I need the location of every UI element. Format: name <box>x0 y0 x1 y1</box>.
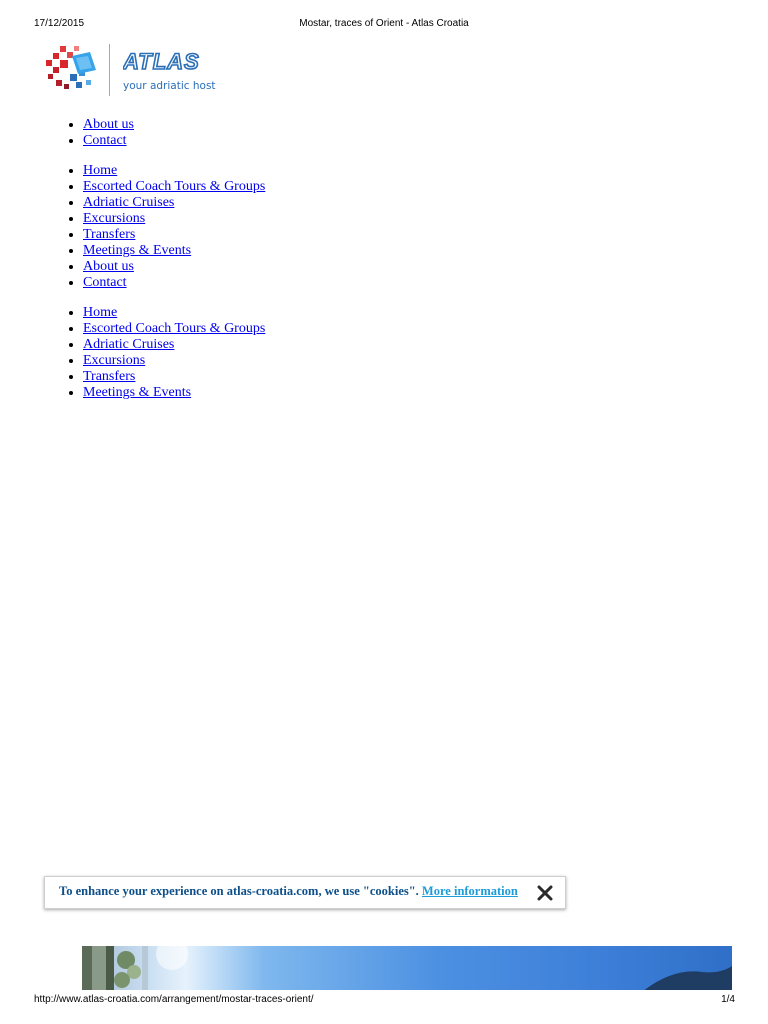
hero-image <box>82 946 732 990</box>
logo-wordmark-text: ATLAS <box>123 50 200 74</box>
secondary-nav-item <box>83 353 265 369</box>
nav-link-transfers[interactable]: Transfers <box>83 227 136 242</box>
atlas-logo[interactable] <box>44 44 224 98</box>
nav-link-transfers[interactable]: Transfers <box>83 369 136 384</box>
logo-mark-icon <box>44 44 100 94</box>
main-nav-item <box>83 259 265 275</box>
print-page-number: 1/4 <box>721 994 735 1005</box>
secondary-nav-item <box>83 337 265 353</box>
print-date: 17/12/2015 <box>34 18 85 29</box>
nav-link-home[interactable]: Home <box>83 305 118 320</box>
secondary-nav-item <box>83 385 265 401</box>
logo-tagline: your adriatic host <box>123 80 216 92</box>
nav-link-escorted-coach-tours[interactable]: Escorted Coach Tours & Groups <box>83 179 266 194</box>
hero-foliage-graphic <box>82 946 202 990</box>
main-nav-item <box>83 227 265 243</box>
nav-link-home[interactable]: Home <box>83 163 118 178</box>
print-page-url: http://www.atlas-croatia.com/arrangement/mostar-traces-orient/ <box>34 994 314 1005</box>
main-nav-item <box>83 163 265 179</box>
secondary-nav-item <box>83 321 265 337</box>
main-nav-item <box>83 179 265 195</box>
nav-link-contact[interactable]: Contact <box>83 133 127 148</box>
nav-link-about-us[interactable]: About us <box>83 117 134 132</box>
nav-link-about-us[interactable]: About us <box>83 259 134 274</box>
top-nav-item <box>83 117 134 133</box>
nav-link-adriatic-cruises[interactable]: Adriatic Cruises <box>83 195 175 210</box>
logo-wordmark <box>123 50 215 74</box>
nav-link-escorted-coach-tours[interactable]: Escorted Coach Tours & Groups <box>83 321 266 336</box>
main-nav-item <box>83 275 265 291</box>
cookie-message <box>59 884 518 899</box>
main-nav-item <box>83 195 265 211</box>
nav-link-meetings-events[interactable]: Meetings & Events <box>83 243 192 258</box>
cookie-notice <box>44 876 566 909</box>
nav-link-excursions[interactable]: Excursions <box>83 211 146 226</box>
nav-link-contact[interactable]: Contact <box>83 275 127 290</box>
nav-link-meetings-events[interactable]: Meetings & Events <box>83 385 192 400</box>
print-footer <box>0 994 768 1008</box>
close-icon[interactable] <box>535 883 555 903</box>
main-nav-item <box>83 243 265 259</box>
cookie-more-info-link[interactable]: More information <box>421 884 518 898</box>
top-nav <box>0 117 134 149</box>
logo-divider <box>109 44 110 96</box>
main-nav-item <box>83 211 265 227</box>
secondary-nav <box>0 305 265 401</box>
main-nav <box>0 163 265 291</box>
nav-link-excursions[interactable]: Excursions <box>83 353 146 368</box>
cookie-message-text: To enhance your experience on atlas-croatia.com, we use "cookies". <box>59 884 419 898</box>
print-header <box>0 0 768 29</box>
print-page-title: Mostar, traces of Orient - Atlas Croatia <box>299 18 469 29</box>
nav-link-adriatic-cruises[interactable]: Adriatic Cruises <box>83 337 175 352</box>
hero-hill-graphic <box>642 962 732 990</box>
top-nav-item <box>83 133 134 149</box>
secondary-nav-item <box>83 369 265 385</box>
secondary-nav-item <box>83 305 265 321</box>
